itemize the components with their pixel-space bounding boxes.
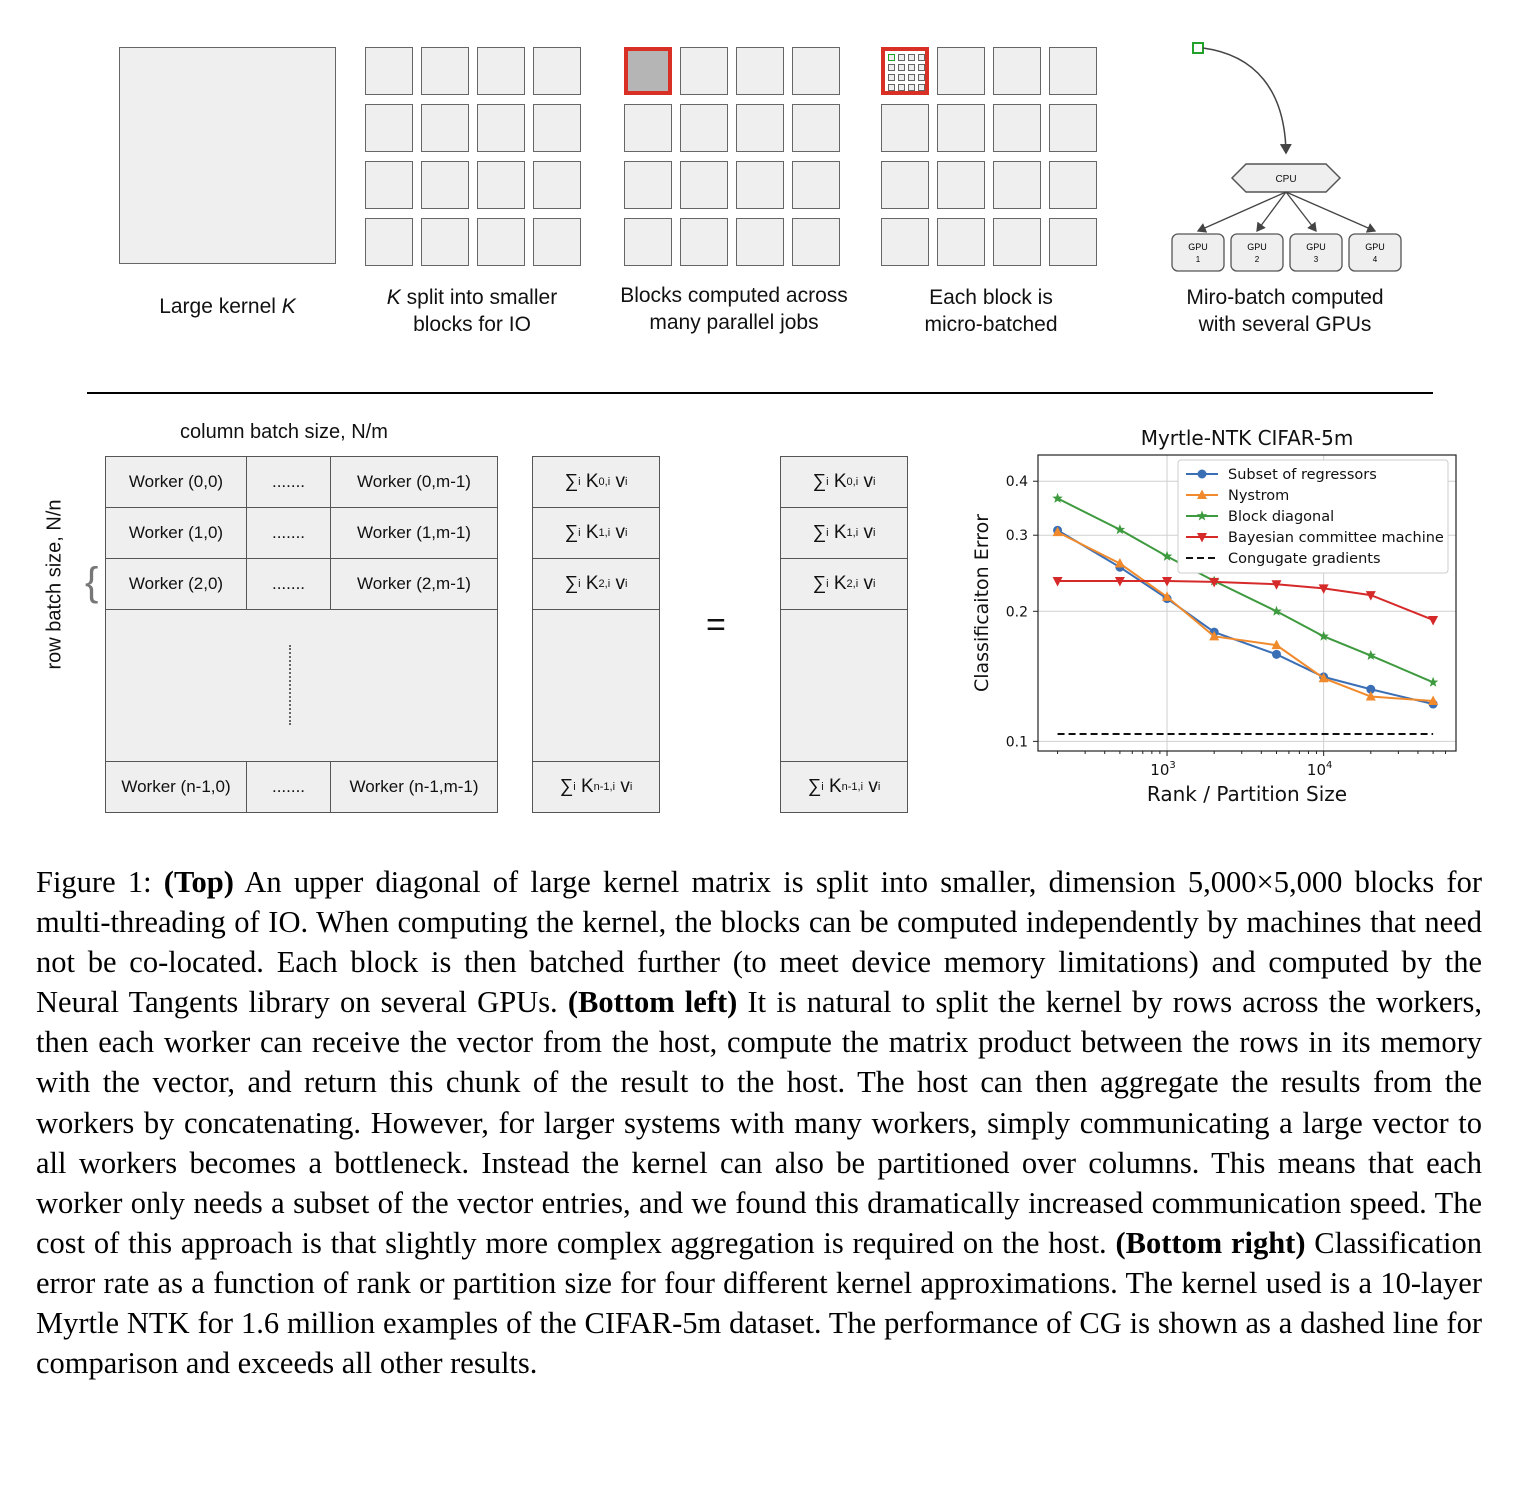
equals-sign: = <box>706 606 726 644</box>
worker-n1-0: Worker (n-1,0) <box>105 761 247 813</box>
legend-label: Subset of regressors <box>1228 467 1377 483</box>
caption-top-text: An upper diagonal of large kernel matrix is split into smaller, dimension 5,000×5,000 blocks for multi-threading of IO. When computing the kernel, the blocks can be computed independently by machines that need not be co-located. Each block is then batched further (to meet device memory limitations) and computed by the Neural Tangents library on several GPUs. <box>36 865 1482 1020</box>
grid-cell <box>365 47 413 95</box>
data-point <box>1052 493 1062 503</box>
vector-entry <box>532 456 660 508</box>
sum-term: ∑ <box>812 471 827 492</box>
micro-batch-cell <box>918 74 925 81</box>
label-split: K split into smaller blocks for IO <box>386 286 558 336</box>
grid-cell <box>421 218 469 266</box>
subscript: i <box>872 527 876 539</box>
chart-title: Myrtle-NTK CIFAR-5m <box>1140 426 1354 450</box>
gpu-number: 1 <box>1195 255 1201 264</box>
classification-error-chart <box>960 415 1480 815</box>
worker-dots: ....... <box>246 456 331 508</box>
subscript: i <box>872 476 876 488</box>
grid-cell <box>533 218 581 266</box>
subscript: i <box>872 578 876 590</box>
worker-dots: ....... <box>246 507 331 559</box>
worker-2-0: Worker (2,0) <box>105 558 247 610</box>
subscript: n-1,i <box>841 781 864 793</box>
vector-entry <box>532 507 660 559</box>
gpu-node <box>1290 234 1342 271</box>
subscript: 2,i <box>598 578 611 590</box>
sum-term: v <box>863 776 878 797</box>
caption-figure-number: Figure 1: <box>36 865 152 899</box>
gpu-label: GPU <box>1306 242 1326 252</box>
micro-batch-cell <box>908 84 915 91</box>
grid-cell <box>792 47 840 95</box>
sum-term: v <box>610 471 625 492</box>
gpu-number: 2 <box>1254 255 1260 264</box>
sum-term: v <box>610 522 625 543</box>
sum-term: v <box>858 573 873 594</box>
sum-term: ∑ <box>564 522 579 543</box>
grid-cell <box>937 218 985 266</box>
subscript: n-1,i <box>593 781 616 793</box>
gpu-node <box>1231 234 1283 271</box>
gpu-node <box>1172 234 1224 271</box>
cpu-gpu-arrow <box>1286 192 1316 231</box>
subscript: i <box>826 476 829 488</box>
subscript: 0,i <box>846 476 859 488</box>
subscript: i <box>624 476 628 488</box>
subscript: i <box>826 527 829 539</box>
sum-term: K <box>823 776 842 797</box>
grid-cell <box>792 218 840 266</box>
sum-term: K <box>828 522 847 543</box>
subscript: 1,i <box>846 527 859 539</box>
gpu-number: 4 <box>1372 255 1378 264</box>
subscript: i <box>578 527 581 539</box>
micro-batch-cell <box>908 64 915 71</box>
grid-cell <box>993 218 1041 266</box>
micro-batch-cell <box>898 64 905 71</box>
micro-batch-cell <box>898 74 905 81</box>
worker-0-m1: Worker (0,m-1) <box>330 456 498 508</box>
micro-batch-square <box>1193 43 1203 53</box>
grid-cell <box>1049 104 1097 152</box>
legend-label: Nystrom <box>1228 488 1290 504</box>
micro-batch-cell <box>898 54 905 61</box>
grid-cell <box>736 218 784 266</box>
data-point <box>1366 650 1376 660</box>
worker-n1-m1: Worker (n-1,m-1) <box>330 761 498 813</box>
grid-cell <box>792 161 840 209</box>
subscript: i <box>624 578 628 590</box>
grid-cell <box>736 104 784 152</box>
label-parallel: Blocks computed across many parallel jobs <box>620 284 848 334</box>
sum-term: ∑ <box>812 522 827 543</box>
grid-cell <box>1049 161 1097 209</box>
grid-cell <box>881 218 929 266</box>
micro-batch-cell <box>908 74 915 81</box>
grid-cell <box>1049 218 1097 266</box>
sum-term: ∑ <box>807 776 822 797</box>
subscript: i <box>573 781 576 793</box>
gpu-node <box>1349 234 1401 271</box>
sum-term: K <box>580 471 599 492</box>
micro-batched-block <box>881 47 929 95</box>
data-point <box>1272 650 1281 659</box>
gpu-nodes <box>1172 192 1401 271</box>
micro-batch-cell <box>908 54 915 61</box>
grid-cell <box>937 104 985 152</box>
caption-bottom-right-text: Classification error rate as a function of rank or partition size for four different kernel approximations. The kernel used is a 10-layer Myrtle NTK for 1.6 million examples of the CIFAR-5m dataset. The performance of CG is shown as a dashed line for comparison and exceeds all other results. <box>36 1225 1483 1381</box>
grid-cell <box>881 161 929 209</box>
micro-batch-cell <box>898 84 905 91</box>
vector-entry <box>780 558 908 610</box>
figure-caption <box>36 862 1482 1383</box>
sum-term: v <box>615 776 630 797</box>
subscript: i <box>826 578 829 590</box>
sum-term: K <box>580 522 599 543</box>
legend-label: Congugate gradients <box>1228 551 1381 567</box>
caption-top-label: (Top) <box>163 865 234 899</box>
vertical-dots <box>289 645 294 725</box>
grid-cell <box>624 218 672 266</box>
cpu-gpu-arrow <box>1198 192 1286 231</box>
vector-entry <box>532 761 660 813</box>
data-point <box>1198 470 1207 479</box>
subscript: i <box>624 527 628 539</box>
grid-cell <box>365 104 413 152</box>
caption-bottom-left-text: It is natural to split the kernel by rows across the workers, then each worker can receive the vector from the host, compute the matrix product between the rows in its memory with the vector, and return this chunk of the result to the host. The host can then aggregate the results from the workers by concatenating. However, for larger systems with many workers, simply communicating a large vector to all workers becomes a bottleneck. Instead the kernel can also be partitioned over columns. This means that each worker only needs a subset of the vector entries, and we found this dramatically increased communication speed. The cost of this approach is that slightly more complex aggregation is required on the host. <box>36 985 1483 1260</box>
micro-batch-cell <box>918 64 925 71</box>
worker-1-0: Worker (1,0) <box>105 507 247 559</box>
worker-dots: ....... <box>246 558 331 610</box>
grid-cell <box>533 161 581 209</box>
micro-batch-cell <box>888 64 895 71</box>
x-axis-label: Rank / Partition Size <box>1146 782 1348 806</box>
label-micro: Each block is micro-batched <box>924 286 1058 336</box>
grid-cell <box>421 47 469 95</box>
grid-cell <box>792 104 840 152</box>
grid-cell <box>624 104 672 152</box>
micro-batch-arrow <box>1203 48 1286 153</box>
worker-0-0: Worker (0,0) <box>105 456 247 508</box>
section-divider <box>87 392 1433 394</box>
grid-cell <box>421 104 469 152</box>
y-tick-label: 0.2 <box>1005 604 1028 621</box>
grid-cell <box>937 47 985 95</box>
row-batch-label: row batch size, N/n <box>43 499 66 670</box>
cpu-label: CPU <box>1275 174 1297 185</box>
sum-term: v <box>858 522 873 543</box>
data-point <box>1428 616 1438 626</box>
series-line <box>1058 581 1434 620</box>
grid-cell <box>477 218 525 266</box>
grid-cell <box>365 161 413 209</box>
caption-bottom-right-label: (Bottom right) <box>1115 1225 1306 1260</box>
caption-bottom-left-label: (Bottom left) <box>567 985 738 1020</box>
grid-cell <box>680 218 728 266</box>
grid-cell <box>477 104 525 152</box>
legend-label: Bayesian committee machine <box>1228 530 1444 546</box>
subscript: 0,i <box>598 476 611 488</box>
worker-1-m1: Worker (1,m-1) <box>330 507 498 559</box>
cpu-gpu-arrow <box>1286 192 1375 231</box>
subscript: i <box>578 476 581 488</box>
row-brace: { <box>85 560 99 604</box>
worker-2-m1: Worker (2,m-1) <box>330 558 498 610</box>
subscript: 1,i <box>598 527 611 539</box>
grid-cell <box>881 104 929 152</box>
highlighted-block <box>624 47 672 95</box>
micro-batch-cell <box>888 54 895 61</box>
cpu-gpu-diagram <box>1160 35 1420 280</box>
vector-entry <box>780 507 908 559</box>
label-gpu: Miro-batch computed with several GPUs <box>1186 286 1384 336</box>
sum-term: ∑ <box>812 573 827 594</box>
sum-term: K <box>828 471 847 492</box>
sum-term: v <box>610 573 625 594</box>
sum-term: v <box>858 471 873 492</box>
y-tick-label: 0.3 <box>1005 528 1028 545</box>
gpu-label: GPU <box>1188 242 1208 252</box>
sum-term: ∑ <box>564 573 579 594</box>
grid-cell <box>736 161 784 209</box>
large-kernel-block <box>119 47 336 264</box>
micro-batch-cell <box>918 84 925 91</box>
gpu-label: GPU <box>1247 242 1267 252</box>
gpu-label: GPU <box>1365 242 1385 252</box>
label-large-kernel: Large kernel K <box>159 295 296 318</box>
grid-cell <box>365 218 413 266</box>
grid-cell <box>993 161 1041 209</box>
grid-cell <box>736 47 784 95</box>
y-tick-label: 0.4 <box>1005 474 1028 491</box>
sum-term: ∑ <box>564 471 579 492</box>
subscript: i <box>877 781 881 793</box>
data-point <box>1428 677 1438 687</box>
sum-term: ∑ <box>559 776 574 797</box>
micro-batch-cell <box>888 74 895 81</box>
y-axis-label: Classificaiton Error <box>971 513 993 693</box>
subscript: i <box>821 781 824 793</box>
grid-cell <box>477 47 525 95</box>
sum-term: K <box>580 573 599 594</box>
subscript: 2,i <box>846 578 859 590</box>
vector-entry <box>532 558 660 610</box>
grid-cell <box>421 161 469 209</box>
sum-term: K <box>828 573 847 594</box>
sum-term: K <box>575 776 594 797</box>
x-tick-label: $10^3$ <box>1150 760 1176 779</box>
worker-dots: ....... <box>246 761 331 813</box>
column-batch-label: column batch size, N/m <box>180 421 388 443</box>
y-tick-label: 0.1 <box>1005 734 1028 751</box>
grid-cell <box>533 104 581 152</box>
grid-cell <box>993 47 1041 95</box>
micro-batch-cell <box>918 54 925 61</box>
subscript: i <box>629 781 633 793</box>
grid-cell <box>993 104 1041 152</box>
grid-cell <box>680 161 728 209</box>
vector-entry <box>780 456 908 508</box>
grid-cell <box>937 161 985 209</box>
grid-cell <box>1049 47 1097 95</box>
x-tick-label: $10^4$ <box>1306 760 1333 779</box>
grid-cell <box>533 47 581 95</box>
vector-entry <box>780 761 908 813</box>
gpu-number: 3 <box>1313 255 1319 264</box>
grid-cell <box>680 104 728 152</box>
micro-batch-cell <box>888 84 895 91</box>
grid-cell <box>680 47 728 95</box>
legend-label: Block diagonal <box>1228 509 1335 525</box>
subscript: i <box>578 578 581 590</box>
grid-cell <box>477 161 525 209</box>
grid-cell <box>624 161 672 209</box>
